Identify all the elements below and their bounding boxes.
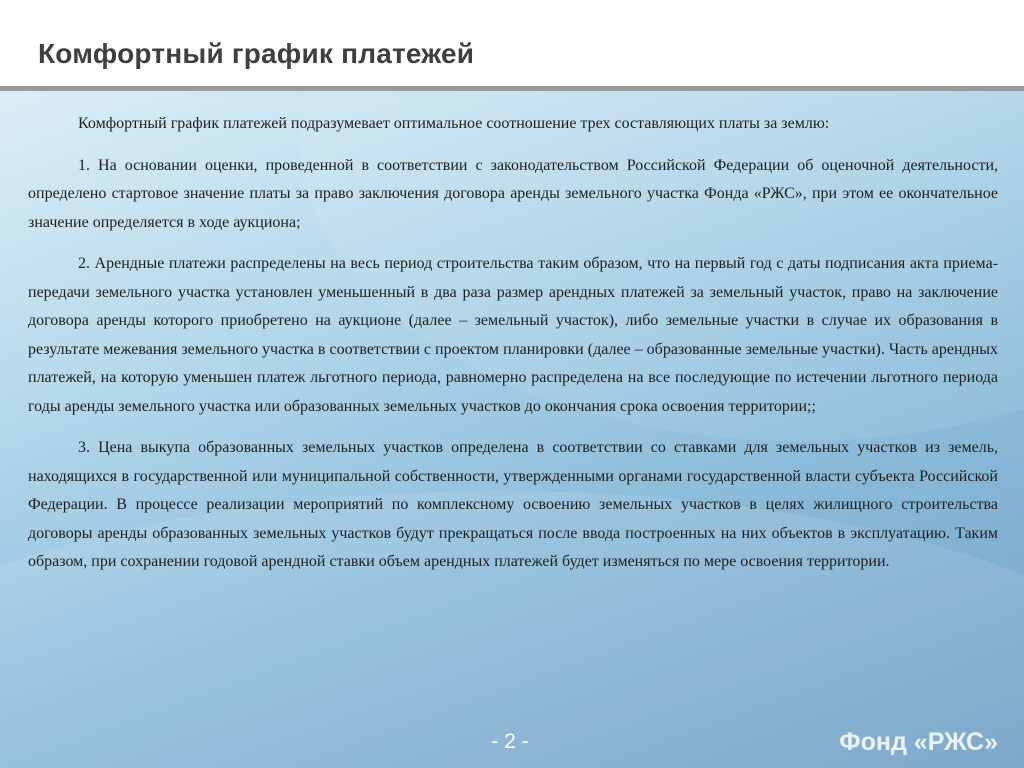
slide-title: Комфортный график платежей	[38, 38, 475, 69]
brand-label: Фонд «РЖС»	[839, 728, 998, 756]
point-3-paragraph: 3. Цена выкупа образованных земельных участков определена в соответствии со ставками для земельных участков из земель, находящихся в государственной или муниципальной собственности, утвержденными органами государственной власти субъекта Российской Федерации. В процессе реализации мероприятий по комплексному освоению земельных участков в целях жилищного строительства договоры аренды образованных земельных участков будут прекращаться после ввода построенных на них объектов в эксплуатацию. Таким образом, при сохранении годовой арендной ставки объем арендных платежей будет изменяться по мере освоения территории.	[28, 439, 998, 570]
point-2-paragraph: 2. Арендные платежи распределены на весь период строительства таким образом, что на первый год с даты подписания акта приема-передачи земельного участка установлен уменьшенный в два раза размер арендных платежей за земельный участок, право на заключение договора аренды которого приобретено на аукционе (далее – земельный участок), либо земельные участки в случае их образования в результате межевания земельного участка в соответствии с проектом планировки (далее – образованные земельные участки). Часть арендных платежей, на которую уменьшен платеж льготного периода, равномерно распределена на все последующие по истечении льготного периода годы аренды земельного участка или образованных земельных участков до окончания срока освоения территории;;	[28, 255, 998, 415]
slide-header	[0, 0, 1024, 86]
page-number: - 2 -	[491, 730, 529, 753]
point-1-paragraph: 1. На основании оценки, проведенной в соответствии с законодательством Российской Федерации об оценочной деятельности, определено стартовое значение платы за право заключения договора аренды земельного участка Фонда «РЖС», при этом ее окончательное значение определяется в ходе аукциона;	[28, 156, 998, 231]
slide-body	[28, 110, 998, 590]
intro-paragraph: Комфортный график платежей подразумевает оптимальное соотношение трех составляющих платы за землю:	[78, 115, 830, 132]
